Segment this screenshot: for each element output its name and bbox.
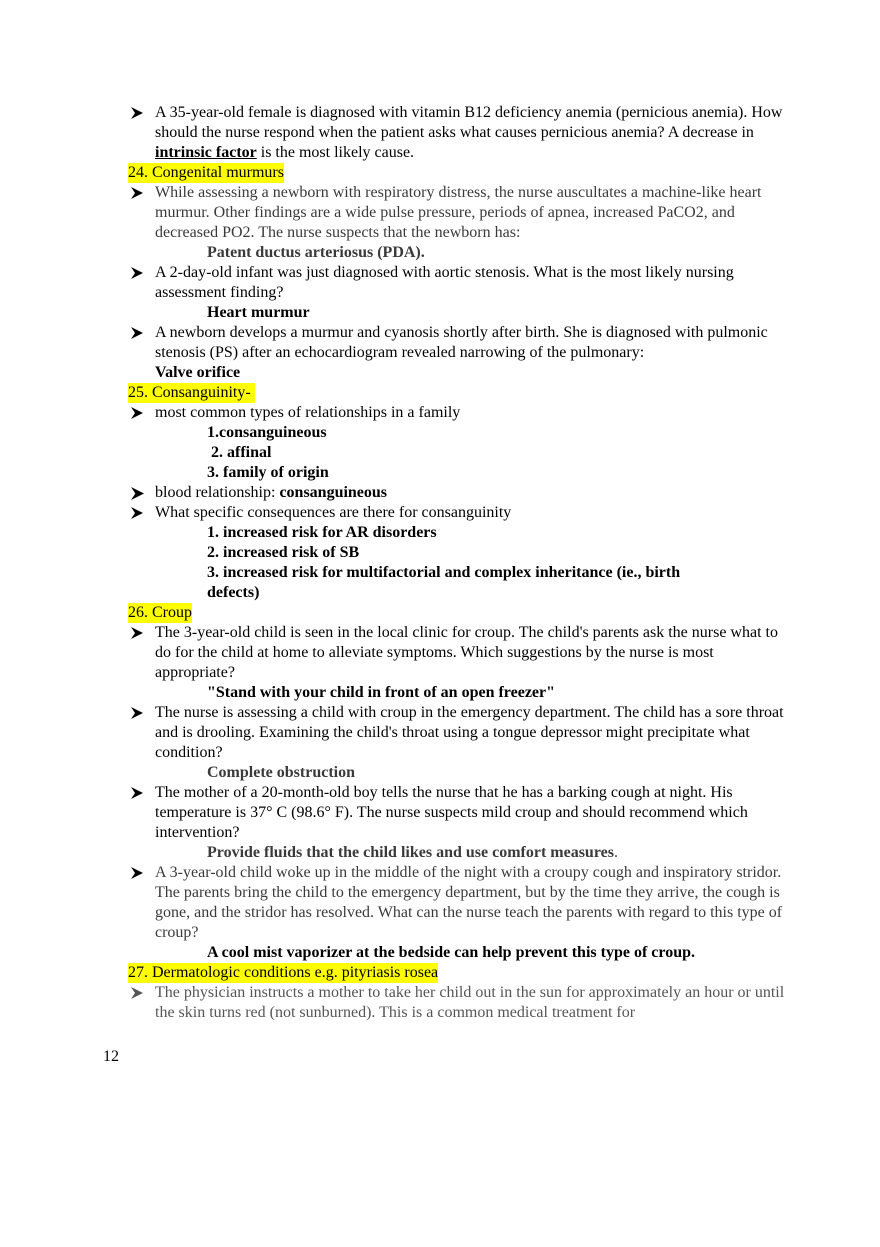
list-item [128,323,788,363]
arrow-bullet-icon [131,503,147,519]
arrow-bullet-icon [131,703,147,719]
list-item [128,623,788,683]
arrow-bullet-icon [131,623,147,639]
question-text: The physician instructs a mother to take her child out in the sun for approximately an hour or until the skin turns red (not sunburned). This is a common medical treatment for [155,984,785,1021]
question-text: A 3-year-old child woke up in the middle of the night with a croupy cough and inspiratory stridor. The parents bring the child to the emergency department, but by the time they arrive, the cough is gone, and the stridor has resolved. What can the nurse teach the parents with regard to this type of croup? [155,864,783,941]
list-item [128,103,788,163]
section-heading: 27. Dermatologic conditions e.g. pityriasis rosea [128,964,439,981]
list-item [128,783,788,843]
answer-text: Heart murmur [207,304,310,321]
question-text: blood relationship: [155,484,280,501]
list-item [128,403,788,423]
question-text: While assessing a newborn with respiratory distress, the nurse auscultates a machine-like heart murmur. Other findings are a wide pulse pressure, periods of apnea, increased PaCO2, and decreased PO2. The nurse suspects that the newborn has: [155,184,762,241]
answer-list-item: 1.consanguineous [207,424,327,441]
answer-list-item: 2. increased risk of SB [207,544,360,561]
question-text: The mother of a 20-month-old boy tells the nurse that he has a barking cough at night. His temperature is 37° C (98.6° F). The nurse suspects mild croup and should recommend which intervention? [155,784,748,841]
list-item [128,983,788,1023]
answer-text: Complete obstruction [207,764,355,781]
section-heading: 24. Congenital murmurs [128,164,284,181]
question-text: What specific consequences are there for consanguinity [155,504,512,521]
question-text: most common types of relationships in a family [155,404,461,421]
answer-text: Patent ductus arteriosus (PDA). [207,244,425,261]
question-text: A 2-day-old infant was just diagnosed with aortic stenosis. What is the most likely nursing assessment finding? [155,264,734,301]
answer-text: Valve orifice [155,364,241,381]
section-heading: 26. Croup [128,604,192,621]
answer-text: A cool mist vaporizer at the bedside can help prevent this type of croup. [207,944,695,961]
arrow-bullet-icon [131,783,147,799]
answer-list-item: 2. affinal [207,444,272,461]
answer-inline: consanguineous [279,484,388,501]
answer-main: Provide fluids that the child likes and use comfort measures [207,844,614,861]
arrow-bullet-icon [131,323,147,339]
list-item [128,703,788,763]
page-content [128,103,788,1023]
question-text: A newborn develops a murmur and cyanosis shortly after birth. She is diagnosed with pulmonic stenosis (PS) after an echocardiogram revealed narrowing of the pulmonary: [155,324,768,361]
list-item [128,863,788,943]
list-item [128,483,788,503]
arrow-bullet-icon [131,863,147,879]
list-item [128,263,788,303]
arrow-bullet-icon [131,403,147,419]
list-item [128,183,788,243]
answer-list-item: 1. increased risk for AR disorders [207,524,437,541]
answer-period: . [613,844,618,861]
answer-text: "Stand with your child in front of an open freezer" [207,684,555,701]
emphasis-text: intrinsic factor [155,144,257,161]
arrow-bullet-icon [131,103,147,119]
question-text: The nurse is assessing a child with croup in the emergency department. The child has a sore throat and is drooling. Examining the child's throat using a tongue depressor might precipitate what condition? [155,704,784,761]
arrow-bullet-icon [131,483,147,500]
answer-text [128,843,788,863]
question-text: The 3-year-old child is seen in the local clinic for croup. The child's parents ask the nurse what to do for the child at home to alleviate symptoms. Which suggestions by the nurse is most appropriate? [155,624,778,681]
answer-list-item: 3. family of origin [207,464,329,481]
arrow-bullet-icon [131,983,147,999]
arrow-bullet-icon [131,183,147,199]
question-text-end: is the most likely cause. [256,144,415,161]
section-heading: 25. Consanguinity- [128,384,255,401]
page-number: 12 [103,1048,119,1065]
arrow-bullet-icon [131,263,147,279]
question-text: A 35-year-old female is diagnosed with vitamin B12 deficiency anemia (pernicious anemia). How should the nurse respond when the patient asks what causes pernicious anemia? A decrease in [155,104,783,141]
answer-list-item: 3. increased risk for multifactorial and complex inheritance (ie., birth defects) [207,564,681,601]
list-item [128,503,788,523]
